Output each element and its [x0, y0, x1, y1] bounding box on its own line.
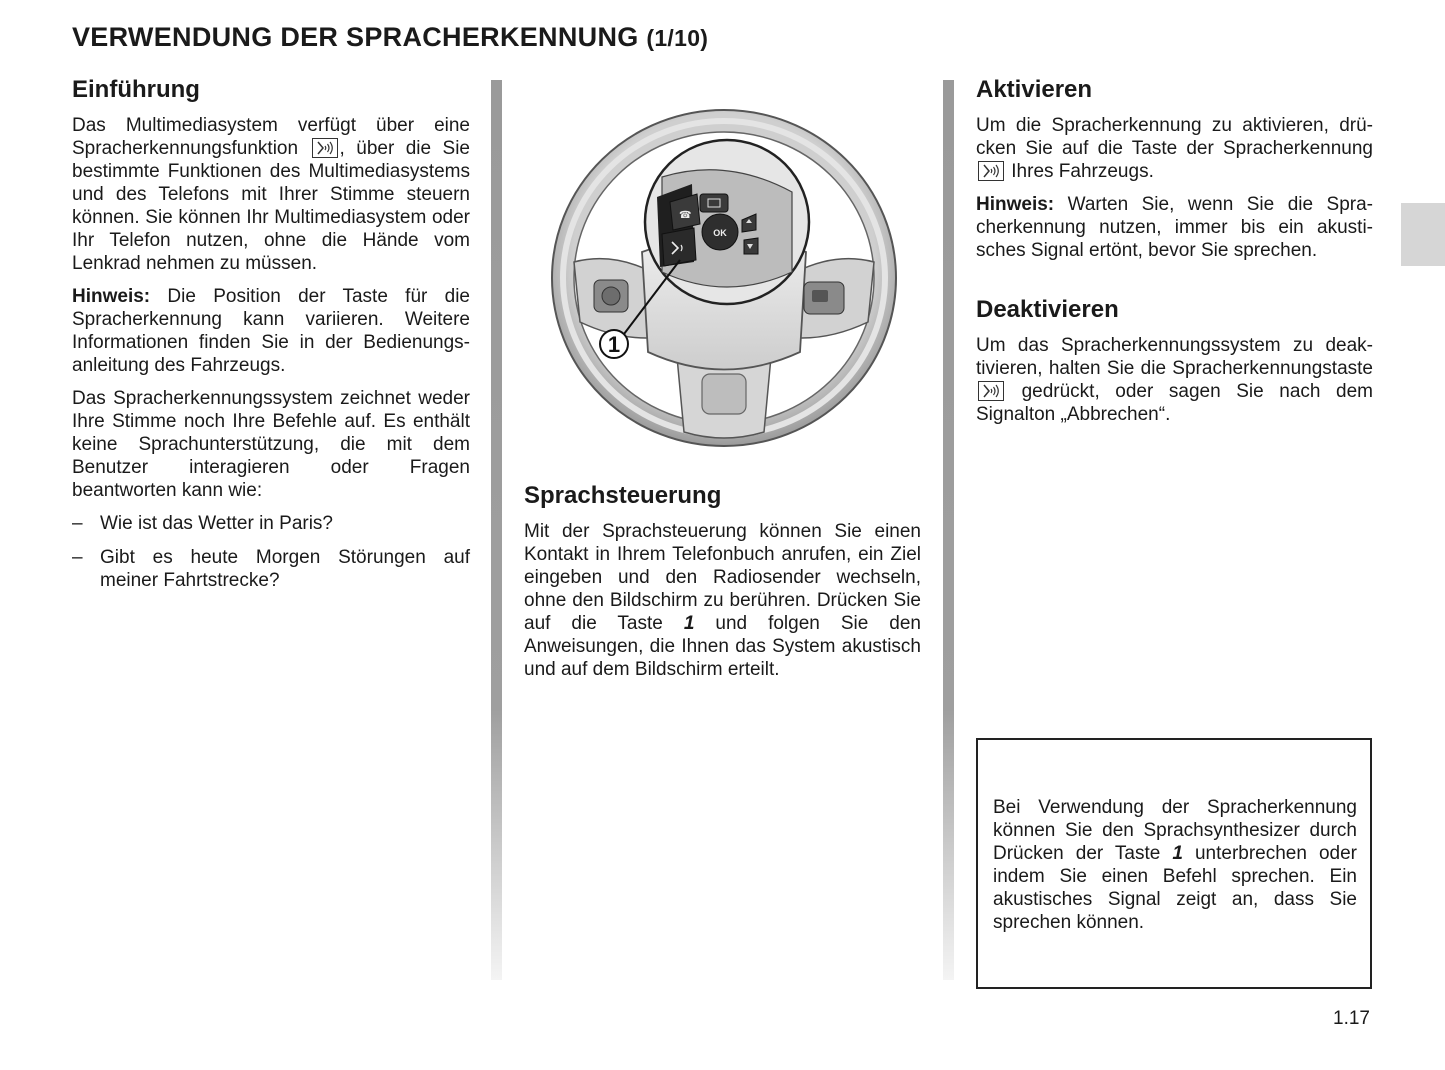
- activate-heading: Aktivieren: [976, 76, 1093, 103]
- list-item: – Wie ist das Wetter in Paris?: [72, 513, 334, 534]
- deactivate-heading: Deaktivieren: [976, 296, 1119, 323]
- callout-number-1: 1: [607, 332, 621, 357]
- column-divider-left: [491, 80, 502, 980]
- column-divider-right: [943, 80, 954, 980]
- svg-text:☎: ☎: [679, 210, 692, 221]
- page-number: 1.17: [1333, 1008, 1370, 1029]
- page-title: VERWENDUNG DER SPRACHERKENNUNG (1/10): [72, 22, 709, 52]
- title-page-count: (1/10): [646, 25, 709, 51]
- voice-recognition-key-icon: [978, 381, 1004, 401]
- info-box: [976, 738, 1372, 989]
- activate-paragraph: Um die Spracherkennung zu aktivieren, drücken Sie auf die Taste der Spracherkennung Ihres Fahrzeugs.: [976, 115, 1373, 182]
- steering-wheel-illustration: [542, 102, 906, 458]
- privacy-paragraph: Das Spracherkennungssystem zeichnet weder Ihre Stimme noch Ihre Befehle auf. Es enthält keine Sprachunterstützung, die mit dem Benutzer interagieren oder Fragen beantworten kann wie:: [72, 388, 470, 501]
- info-box-text: Bei Verwendung der Spracherkennung können Sie den Sprachsynthesizer durch Drücken der Taste 1 unterbrechen oder indem Sie einen Befehl sprechen. Ein akustisches Signal zeigt an, dass Sie sprechen können.: [993, 797, 1357, 933]
- chapter-tab-marker: [1401, 203, 1445, 266]
- voice-recognition-key-icon: [312, 138, 338, 158]
- voice-control-section: [524, 482, 921, 691]
- deactivate-paragraph: Um das Spracherkennungssystem zu deaktivieren, halten Sie die Spracherkennungstaste gedrückt, oder sagen Sie nach dem Signalton „Abbrechen“.: [976, 335, 1373, 425]
- right-controls: [804, 282, 844, 314]
- voice-control-heading: Sprachsteuerung: [524, 482, 722, 509]
- intro-paragraph: Das Multimediasystem verfügt über eine Spracherkennungsfunktion , über die Sie bestimmte Funktionen des Multimediasystems und des Telefons mit Ihrer Stimme steuern können. Sie können Ihr Multimediasystem oder Ihr Telefon nutzen, ohne die Hände vom Lenkrad nehmen zu müssen.: [72, 115, 471, 274]
- example-questions-list: [72, 512, 470, 592]
- intro-note: Hinweis: Die Position der Taste für die Spracherkennung kann variieren. Weitere Informationen finden Sie in der Bedienungsanleitung des Fahrzeugs.: [72, 286, 470, 376]
- list-item: – Gibt es heute Morgen Störungen auf meiner Fahrtstrecke?: [72, 547, 470, 591]
- intro-column: [72, 76, 470, 603]
- left-controls: [594, 280, 628, 312]
- intro-heading: Einführung: [72, 76, 200, 103]
- activation-column: [976, 76, 1373, 436]
- voice-recognition-key-icon: [978, 161, 1004, 181]
- ok-button-label: OK: [713, 228, 727, 238]
- button-zoom-inset: [645, 140, 809, 304]
- activate-note: Hinweis: Warten Sie, wenn Sie die Spracherkennung nutzen, immer bis ein akustisches Signal ertönt, bevor Sie sprechen.: [976, 194, 1373, 261]
- voice-control-paragraph: Mit der Sprachsteuerung können Sie einen Kontakt in Ihrem Telefonbuch anrufen, ein Ziel eingeben und den Radiosender wechseln, ohne den Bildschirm zu berühren. Drücken Sie auf die Taste 1 und folgen Sie den Anweisungen, die Ihnen das System akustisch und auf dem Bildschirm erteilt.: [524, 521, 921, 680]
